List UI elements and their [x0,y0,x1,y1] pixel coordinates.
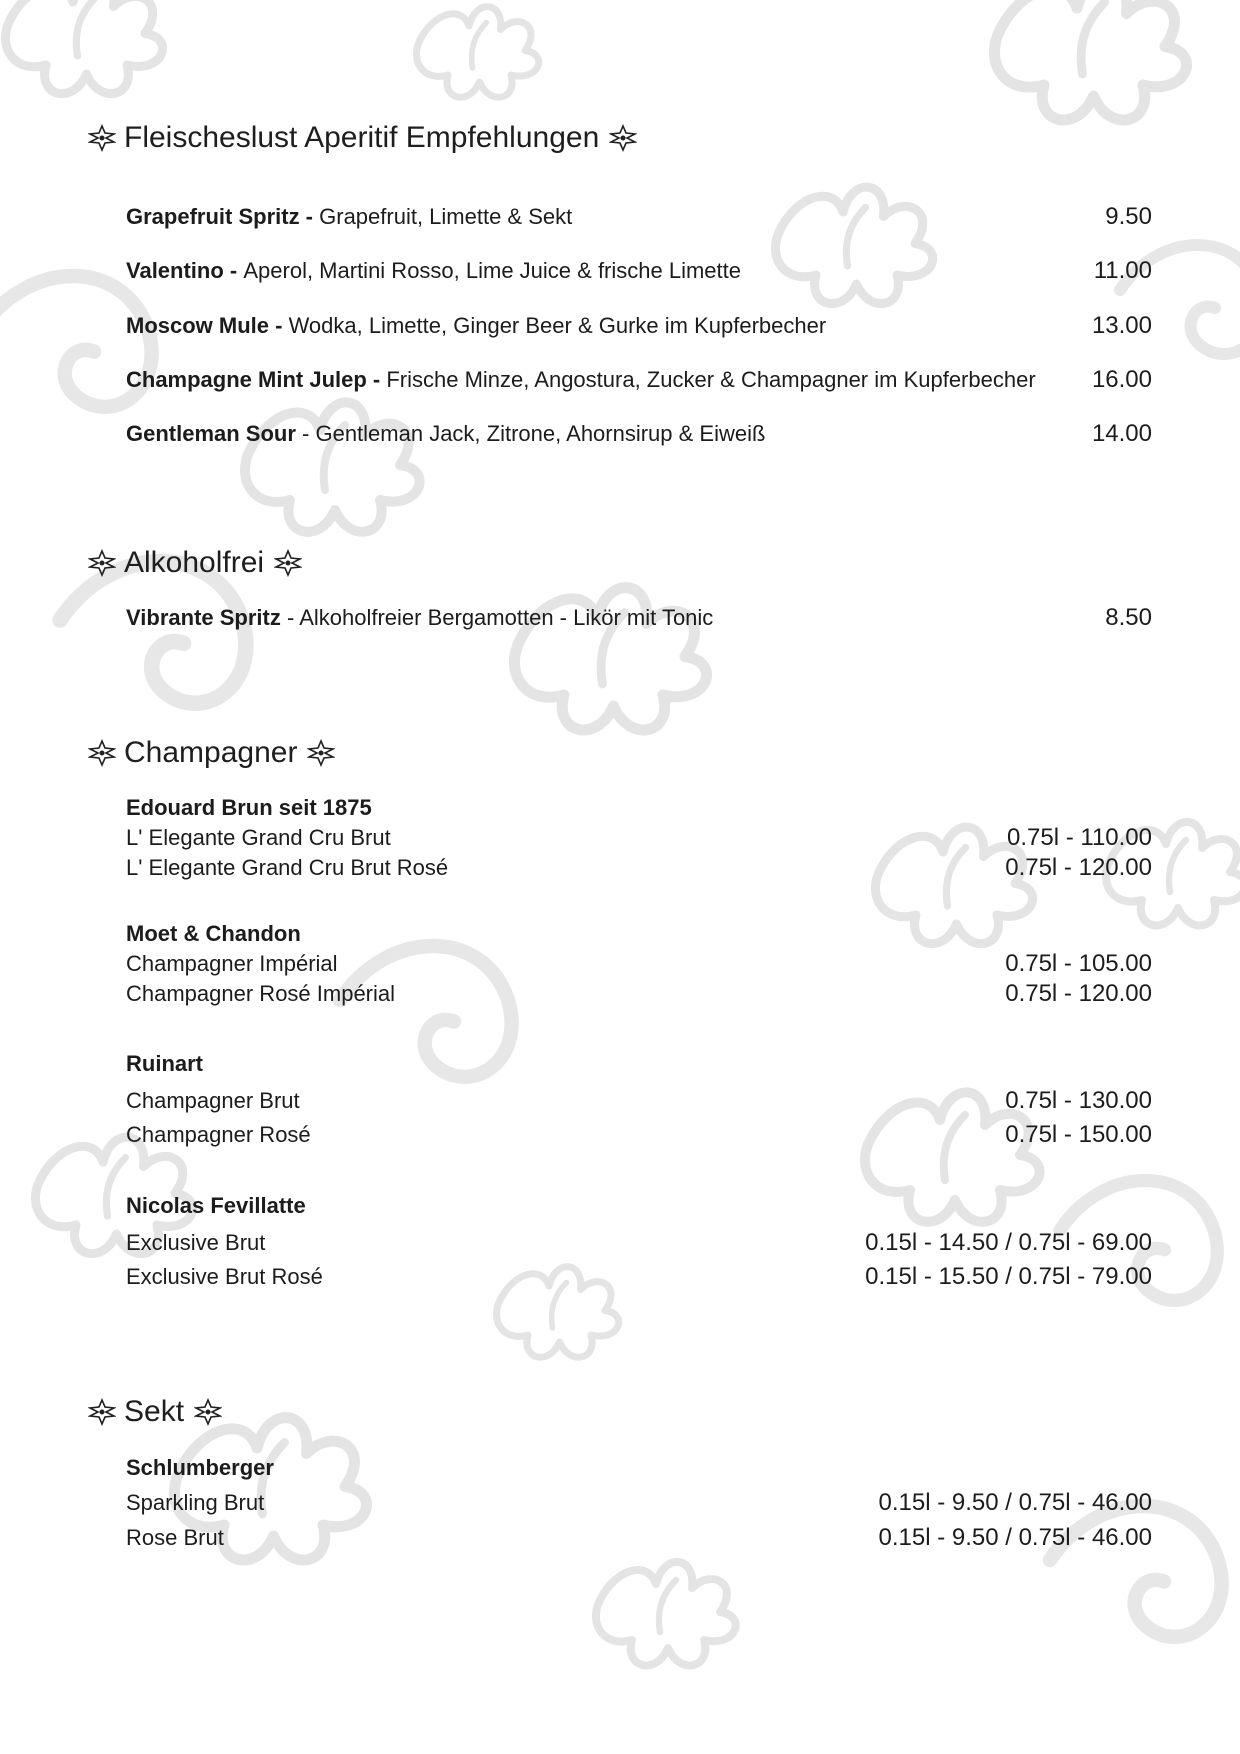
drink-name: Champagne Mint Julep - [126,367,387,392]
wine-label: Champagner Brut [126,1088,300,1113]
wine-label: L' Elegante Grand Cru Brut [126,825,391,850]
drink-name: Valentino - [126,258,244,283]
menu-item-text [126,421,765,447]
wine-row [126,949,1152,979]
wine-row [126,1262,1152,1292]
fleur-ornament-icon [307,739,335,767]
drink-name: Vibrante Spritz [126,605,281,630]
wine-price: 0.75l - 110.00 [1007,824,1152,851]
drink-name: Gentleman Sour [126,421,296,446]
wine-row [126,1086,1152,1116]
menu-item-row [126,256,1152,286]
section-title-text: Alkoholfrei [124,546,265,579]
drink-price: 14.00 [1091,420,1152,447]
fleur-ornament-icon [88,549,116,577]
brand-name: Moet & Chandon [126,921,301,946]
drink-price: 11.00 [1093,257,1152,284]
drink-name: Grapefruit Spritz - [126,204,320,229]
wine-price: 0.75l - 105.00 [1005,950,1152,977]
wine-label: Champagner Rosé Impérial [126,981,396,1006]
brand-name: Edouard Brun seit 1875 [126,795,372,820]
brand-name: Nicolas Fevillatte [126,1193,306,1218]
brand-name: Ruinart [126,1051,203,1076]
fleur-ornament-icon [194,1398,222,1426]
section-title-champagner [88,733,335,773]
wine-label: Sparkling Brut [126,1490,265,1515]
wine-row [126,1228,1152,1258]
fleur-ornament-icon [609,124,637,152]
drink-price: 9.50 [1105,203,1152,230]
wine-price: 0.15l - 9.50 / 0.75l - 46.00 [878,1489,1152,1516]
wine-row [126,823,1152,853]
drink-description: Aperol, Martini Rosso, Lime Juice & frische Limette [243,258,741,283]
drink-price: 8.50 [1105,604,1152,631]
menu-item-row [126,311,1152,341]
drink-description: Wodka, Limette, Ginger Beer & Gurke im Kupferbecher [288,313,827,338]
wine-price: 0.15l - 15.50 / 0.75l - 79.00 [865,1263,1152,1290]
wine-label: L' Elegante Grand Cru Brut Rosé [126,855,449,880]
menu-item-text [126,258,741,284]
menu-item-text [126,313,826,339]
brand-name: Schlumberger [126,1455,274,1480]
wine-label: Rose Brut [126,1525,224,1550]
wine-label: Exclusive Brut [126,1230,266,1255]
menu-item-text [126,367,1036,393]
section-title-sekt [88,1392,222,1432]
section-title-aperitif [88,118,637,158]
wine-label: Champagner Rosé [126,1122,311,1147]
drink-description: - Alkoholfreier Bergamotten - Likör mit Tonic [280,605,714,630]
fleur-ornament-icon [88,1398,116,1426]
wine-label: Champagner Impérial [126,951,338,976]
drink-price: 13.00 [1091,312,1152,339]
section-title-text: Champagner [124,736,298,769]
wine-price: 0.15l - 14.50 / 0.75l - 69.00 [865,1229,1152,1256]
drink-description: Frische Minze, Angostura, Zucker & Champagner im Kupferbecher [386,367,1036,392]
drink-description: - Gentleman Jack, Zitrone, Ahornsirup & Eiweiß [295,421,766,446]
wine-row [126,1120,1152,1150]
fleur-ornament-icon [88,124,116,152]
menu-item-row [126,365,1152,395]
fleur-ornament-icon [274,549,302,577]
drink-description: Grapefruit, Limette & Sekt [319,204,573,229]
wine-row [126,853,1152,883]
section-title-text: Sekt [124,1395,185,1428]
wine-row [126,1523,1152,1553]
wine-price: 0.75l - 120.00 [1005,854,1152,881]
fleur-ornament-icon [88,739,116,767]
wine-price: 0.75l - 130.00 [1005,1087,1152,1114]
section-title-text: Fleischeslust Aperitif Empfehlungen [124,121,600,154]
section-title-alkoholfrei [88,543,302,583]
menu-item-row [126,202,1152,232]
wine-row [126,1488,1152,1518]
wine-price: 0.75l - 150.00 [1005,1121,1152,1148]
menu-item-text [126,204,572,230]
menu-item-row [126,419,1152,449]
wine-price: 0.75l - 120.00 [1005,980,1152,1007]
drink-price: 16.00 [1091,366,1152,393]
menu-item-text [126,605,713,631]
wine-row [126,979,1152,1009]
menu-item-row [126,603,1152,633]
drink-name: Moscow Mule - [126,313,289,338]
wine-price: 0.15l - 9.50 / 0.75l - 46.00 [878,1524,1152,1551]
wine-label: Exclusive Brut Rosé [126,1264,323,1289]
